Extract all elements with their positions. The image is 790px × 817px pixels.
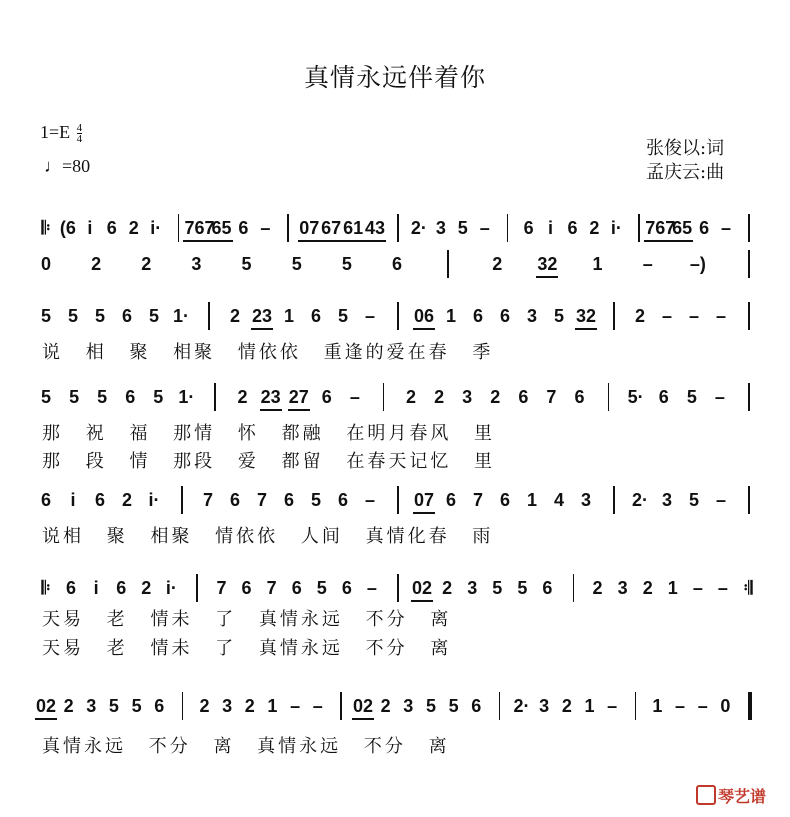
note-token: 2 <box>492 254 503 274</box>
note-token: 5· <box>627 387 644 407</box>
note-token: 7 <box>472 490 483 510</box>
note-token: 2 <box>589 218 600 238</box>
note-token: 6 <box>94 490 105 510</box>
note-token: 07 <box>299 218 320 238</box>
barline <box>208 302 210 330</box>
note-token: 6 <box>341 578 352 598</box>
note-token: i <box>548 218 554 238</box>
note-token: 5 <box>67 306 78 326</box>
lyric-line: 那 段 情 那段 爱 都留 在春天记忆 里 <box>42 451 496 472</box>
note-token: 5 <box>108 696 119 716</box>
beam-underline <box>288 409 310 411</box>
note-token: 6 <box>391 254 402 274</box>
note-token: 61 <box>343 218 364 238</box>
note-token: 6 <box>567 218 578 238</box>
note-token: 5 <box>69 387 80 407</box>
note-token: 6 <box>523 218 534 238</box>
barline <box>748 302 750 330</box>
barline <box>748 486 750 514</box>
note-token: 2 <box>406 387 417 407</box>
barline <box>287 214 289 242</box>
note-token: 6 <box>125 387 136 407</box>
note-token: 5 <box>40 306 51 326</box>
barline <box>635 692 637 720</box>
key-text: 1=E <box>40 122 71 142</box>
barline <box>573 574 575 602</box>
key-signature <box>40 122 82 144</box>
note-token: 5 <box>94 306 105 326</box>
beam-underline <box>413 512 435 514</box>
note-token: 5 <box>241 254 252 274</box>
note-token: 5 <box>148 306 159 326</box>
note-token: 2 <box>128 218 139 238</box>
note-token: 06 <box>413 306 435 326</box>
note-token: i· <box>148 490 160 510</box>
time-top: 4 <box>76 122 83 135</box>
note-token: – <box>721 218 732 238</box>
note-token: 2 <box>237 387 248 407</box>
note-token: 2 <box>141 254 152 274</box>
note-token: 𝄆 <box>41 218 51 238</box>
barline <box>397 574 399 602</box>
barline <box>397 486 399 514</box>
note-token: – <box>364 490 375 510</box>
note-token: 1· <box>172 306 189 326</box>
note-token: 1 <box>526 490 537 510</box>
note-token: 2 <box>63 696 74 716</box>
note-token: 2 <box>634 306 645 326</box>
beam-underline <box>320 240 342 242</box>
note-token: 6 <box>241 578 252 598</box>
beam-underline <box>260 409 282 411</box>
barline <box>447 250 449 278</box>
note-token: 3 <box>467 578 478 598</box>
note-token: – <box>715 306 726 326</box>
beam-underline <box>364 240 386 242</box>
note-token: – <box>715 490 726 510</box>
note-token: 5 <box>337 306 348 326</box>
note-token: 65 <box>211 218 232 238</box>
beam-underline <box>251 328 273 330</box>
barline <box>182 692 184 720</box>
lyric-line: 说 相 聚 相聚 情依依 重逢的爱在春 季 <box>42 342 494 363</box>
note-token: 23 <box>260 387 281 407</box>
note-token: 7 <box>216 578 227 598</box>
note-token: 2 <box>642 578 653 598</box>
note-token: – <box>349 387 360 407</box>
note-token: 2 <box>592 578 603 598</box>
note-token: i <box>70 490 76 510</box>
note-token: 6 <box>658 387 669 407</box>
beam-underline <box>298 240 320 242</box>
barline <box>748 250 750 278</box>
note-token: – <box>697 696 708 716</box>
note-token: 5 <box>448 696 459 716</box>
note-token: 6 <box>337 490 348 510</box>
note-token: 2· <box>410 218 427 238</box>
lyric-line: 真情永远 不分 离 真情永远 不分 离 <box>42 736 450 757</box>
note-token: 3 <box>580 490 591 510</box>
barline <box>499 692 501 720</box>
logo-text: 琴艺谱 <box>718 787 767 806</box>
note-token: 6 <box>471 696 482 716</box>
barline <box>383 383 385 411</box>
page-title: 真情永远伴着你 <box>303 63 486 92</box>
note-token: 07 <box>413 490 435 510</box>
note-token: 6 <box>445 490 456 510</box>
beam-underline <box>35 718 57 720</box>
barline <box>214 383 216 411</box>
note-token: 3 <box>661 490 672 510</box>
note-token: 6 <box>66 578 77 598</box>
beam-underline <box>342 240 364 242</box>
note-token: (6 <box>59 218 76 238</box>
barline <box>748 214 750 242</box>
note-token: – <box>290 696 301 716</box>
note-token: 6 <box>229 490 240 510</box>
beam-underline <box>671 240 693 242</box>
barline <box>748 383 750 411</box>
note-token: i· <box>610 218 622 238</box>
note-token: 6 <box>499 490 510 510</box>
note-token: 7 <box>256 490 267 510</box>
note-token: 2 <box>442 578 453 598</box>
note-token: 27 <box>288 387 309 407</box>
note-token: 1 <box>667 578 678 598</box>
beam-underline <box>211 240 233 242</box>
note-token: – <box>688 306 699 326</box>
note-token: – <box>479 218 490 238</box>
note-token: 5 <box>310 490 321 510</box>
note-token: 4 <box>553 490 564 510</box>
note-token: – <box>642 254 653 274</box>
time-bottom: 4 <box>76 133 83 146</box>
note-token: 5 <box>97 387 108 407</box>
note-token: 65 <box>672 218 693 238</box>
note-token: 3 <box>617 578 628 598</box>
note-token: 6 <box>472 306 483 326</box>
note-token: – <box>661 306 672 326</box>
note-token: 2 <box>244 696 255 716</box>
beam-underline <box>575 328 597 330</box>
note-token: 5 <box>425 696 436 716</box>
note-token: 5 <box>553 306 564 326</box>
note-token: 2 <box>229 306 240 326</box>
note-token: 6 <box>283 490 294 510</box>
note-token: 6 <box>40 490 51 510</box>
note-token: 3 <box>462 387 473 407</box>
note-token: – <box>260 218 271 238</box>
note-token: 2 <box>380 696 391 716</box>
note-token: 2 <box>561 696 572 716</box>
lyric-line: 天易 老 情未 了 真情永远 不分 离 <box>42 609 452 630</box>
note-token: 5 <box>131 696 142 716</box>
note-token: 1 <box>584 696 595 716</box>
note-token: 5 <box>517 578 528 598</box>
note-token: 1 <box>592 254 603 274</box>
note-token: 6 <box>116 578 127 598</box>
note-token: 7 <box>266 578 277 598</box>
note-token: 767 <box>645 218 676 238</box>
note-token: 6 <box>310 306 321 326</box>
note-token: 5 <box>316 578 327 598</box>
note-token: 43 <box>365 218 386 238</box>
note-token: 5 <box>457 218 468 238</box>
note-token: 1· <box>178 387 195 407</box>
note-token: 2 <box>121 490 132 510</box>
note-token: 3 <box>403 696 414 716</box>
note-token: 6 <box>699 218 710 238</box>
note-token: 02 <box>412 578 433 598</box>
barline <box>196 574 198 602</box>
note-token: i· <box>165 578 177 598</box>
note-token: 1 <box>267 696 278 716</box>
note-token: 6 <box>542 578 553 598</box>
beam-underline <box>352 718 374 720</box>
barline <box>748 692 752 720</box>
note-token: – <box>714 387 725 407</box>
lyric-line: 说相 聚 相聚 情依依 人间 真情化春 雨 <box>42 526 494 547</box>
note-token: 02 <box>353 696 374 716</box>
note-token: 6 <box>574 387 585 407</box>
note-token: 2· <box>631 490 648 510</box>
note-token: 5 <box>686 387 697 407</box>
lyric-line: 那 祝 福 那情 怀 都融 在明月春风 里 <box>42 423 496 444</box>
note-token: 7 <box>546 387 557 407</box>
note-token: 6 <box>291 578 302 598</box>
note-token: 3 <box>539 696 550 716</box>
note-token: 3 <box>435 218 446 238</box>
note-token: – <box>366 578 377 598</box>
note-token: 2 <box>91 254 102 274</box>
note-token: i <box>87 218 93 238</box>
note-token: 32 <box>575 306 597 326</box>
note-token: 5 <box>341 254 352 274</box>
note-token: 3 <box>191 254 202 274</box>
barline <box>608 383 610 411</box>
barline <box>397 214 399 242</box>
note-token: 0 <box>720 696 731 716</box>
composer-credit: 孟庆云:曲 <box>646 162 725 183</box>
note-token: 2 <box>141 578 152 598</box>
note-token: i· <box>150 218 162 238</box>
note-token: 6 <box>238 218 249 238</box>
lyric-line: 天易 老 情未 了 真情永远 不分 离 <box>42 638 452 659</box>
note-token: 6 <box>321 387 332 407</box>
note-token: 6 <box>121 306 132 326</box>
note-token: 3 <box>526 306 537 326</box>
note-token: 𝄆 <box>41 578 51 598</box>
barline <box>181 486 183 514</box>
barline <box>613 302 615 330</box>
note-token: 6 <box>106 218 117 238</box>
note-token: – <box>692 578 703 598</box>
note-token: – <box>364 306 375 326</box>
note-token: 5 <box>688 490 699 510</box>
note-token: 6 <box>499 306 510 326</box>
note-token: i <box>93 578 99 598</box>
note-token: 5 <box>291 254 302 274</box>
beam-underline <box>411 600 433 602</box>
note-token: 2 <box>434 387 445 407</box>
note-token: – <box>312 696 323 716</box>
barline <box>397 302 399 330</box>
qinyipu-logo <box>696 784 766 807</box>
barline <box>340 692 342 720</box>
note-token: 67 <box>321 218 342 238</box>
note-token: 7 <box>202 490 213 510</box>
note-token: – <box>717 578 728 598</box>
note-token: 1 <box>445 306 456 326</box>
logo-mark-icon <box>696 785 716 805</box>
note-token: 32 <box>537 254 558 274</box>
note-token: 2 <box>199 696 210 716</box>
note-token: 𝄇 <box>743 578 753 598</box>
note-token: 0 <box>40 254 51 274</box>
note-token: – <box>675 696 686 716</box>
note-token: 3 <box>86 696 97 716</box>
tempo-mark: ♩=80 <box>44 156 91 176</box>
lyricist-credit: 张俊以:词 <box>646 138 725 159</box>
note-token: 02 <box>35 696 57 716</box>
note-token: 2· <box>513 696 530 716</box>
note-token: 1 <box>652 696 663 716</box>
barline <box>507 214 509 242</box>
note-token: 5 <box>153 387 164 407</box>
note-token: 6 <box>518 387 529 407</box>
beam-underline <box>413 328 435 330</box>
note-token: 23 <box>251 306 273 326</box>
note-token: 1 <box>283 306 294 326</box>
note-token: –) <box>689 254 706 274</box>
note-token: 5 <box>40 387 51 407</box>
note-token: – <box>607 696 618 716</box>
note-token: 2 <box>490 387 501 407</box>
note-token: 6 <box>154 696 165 716</box>
barline <box>613 486 615 514</box>
note-token: 767 <box>184 218 215 238</box>
note-token: 3 <box>222 696 233 716</box>
note-token: 5 <box>492 578 503 598</box>
beam-underline <box>536 276 558 278</box>
